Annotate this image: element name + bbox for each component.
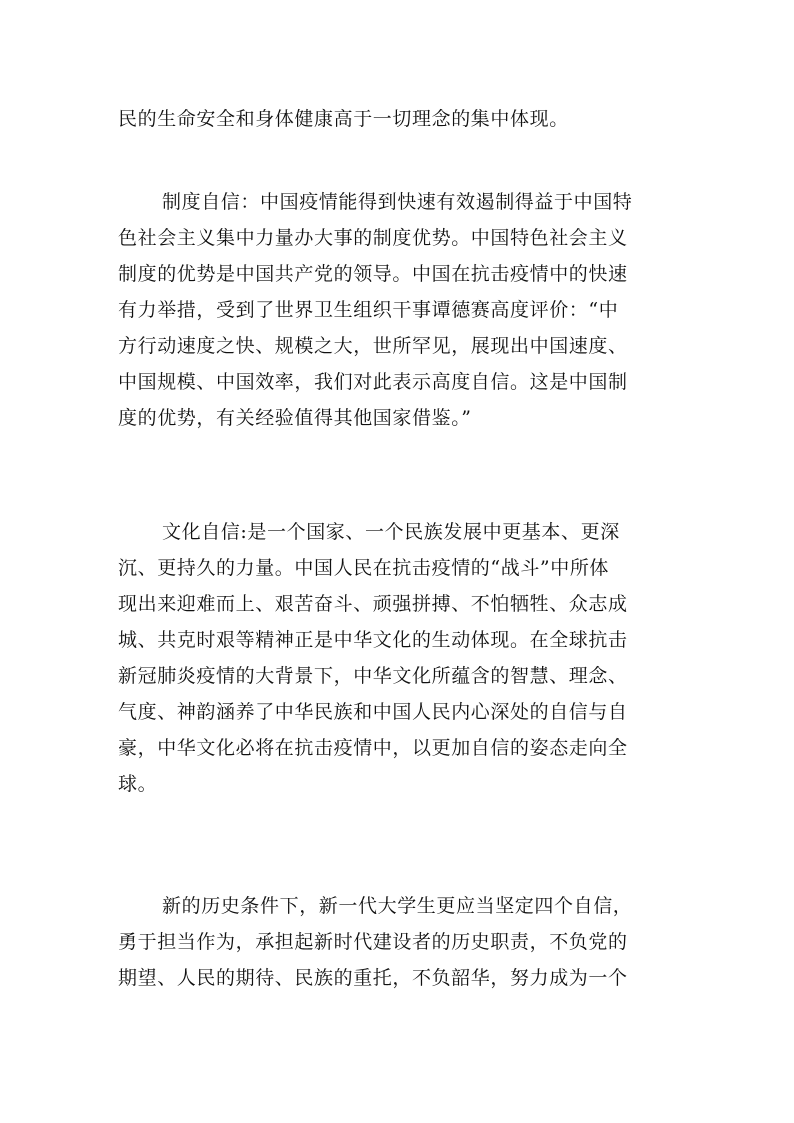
- text-line: 球。: [118, 773, 158, 795]
- text-line: 文化自信:是一个国家、一个民族发展中更基本、更深: [162, 521, 620, 543]
- text-line: 气度、神韵涵养了中华民族和中国人民内心深处的自信与自: [118, 701, 628, 723]
- paragraph-new-generation: [118, 888, 678, 996]
- text-line: 色社会主义集中力量办大事的制度优势。中国特色社会主义: [118, 227, 628, 249]
- paragraph-cultural-confidence: [118, 514, 678, 802]
- text-line: 度的优势，有关经验值得其他国家借鉴。”: [118, 407, 472, 429]
- paragraph-institutional-confidence: [118, 184, 678, 436]
- text-line: 豪，中华文化必将在抗击疫情中，以更加自信的姿态走向全: [118, 737, 628, 759]
- text-line: 勇于担当作为，承担起新时代建设者的历史职责，不负党的: [118, 931, 628, 953]
- text-line: 沉、更持久的力量。中国人民在抗击疫情的“战斗”中所体: [118, 557, 610, 579]
- text-line: 制度的优势是中国共产党的领导。中国在抗击疫情中的快速: [118, 263, 628, 285]
- paragraph-intro-continuation: [118, 101, 678, 137]
- text-line: 方行动速度之快、规模之大，世所罕见，展现出中国速度、: [118, 335, 628, 357]
- text-line: 制度自信：中国疫情能得到快速有效遏制得益于中国特: [162, 191, 633, 213]
- text-line: 有力举措，受到了世界卫生组织干事谭德赛高度评价：“中: [118, 299, 619, 321]
- text-line: 现出来迎难而上、艰苦奋斗、顽强拼搏、不怕牺牲、众志成: [118, 593, 628, 615]
- text-line: 城、共克时艰等精神正是中华文化的生动体现。在全球抗击: [118, 629, 628, 651]
- text-line: 期望、人民的期待、民族的重托，不负韶华，努力成为一个: [118, 967, 628, 989]
- text-line: 新冠肺炎疫情的大背景下，中华文化所蕴含的智慧、理念、: [118, 665, 628, 687]
- text-line: 中国规模、中国效率，我们对此表示高度自信。这是中国制: [118, 371, 628, 393]
- text-line: 民的生命安全和身体健康高于一切理念的集中体现。: [118, 108, 569, 130]
- text-line: 新的历史条件下，新一代大学生更应当坚定四个自信，: [162, 895, 633, 917]
